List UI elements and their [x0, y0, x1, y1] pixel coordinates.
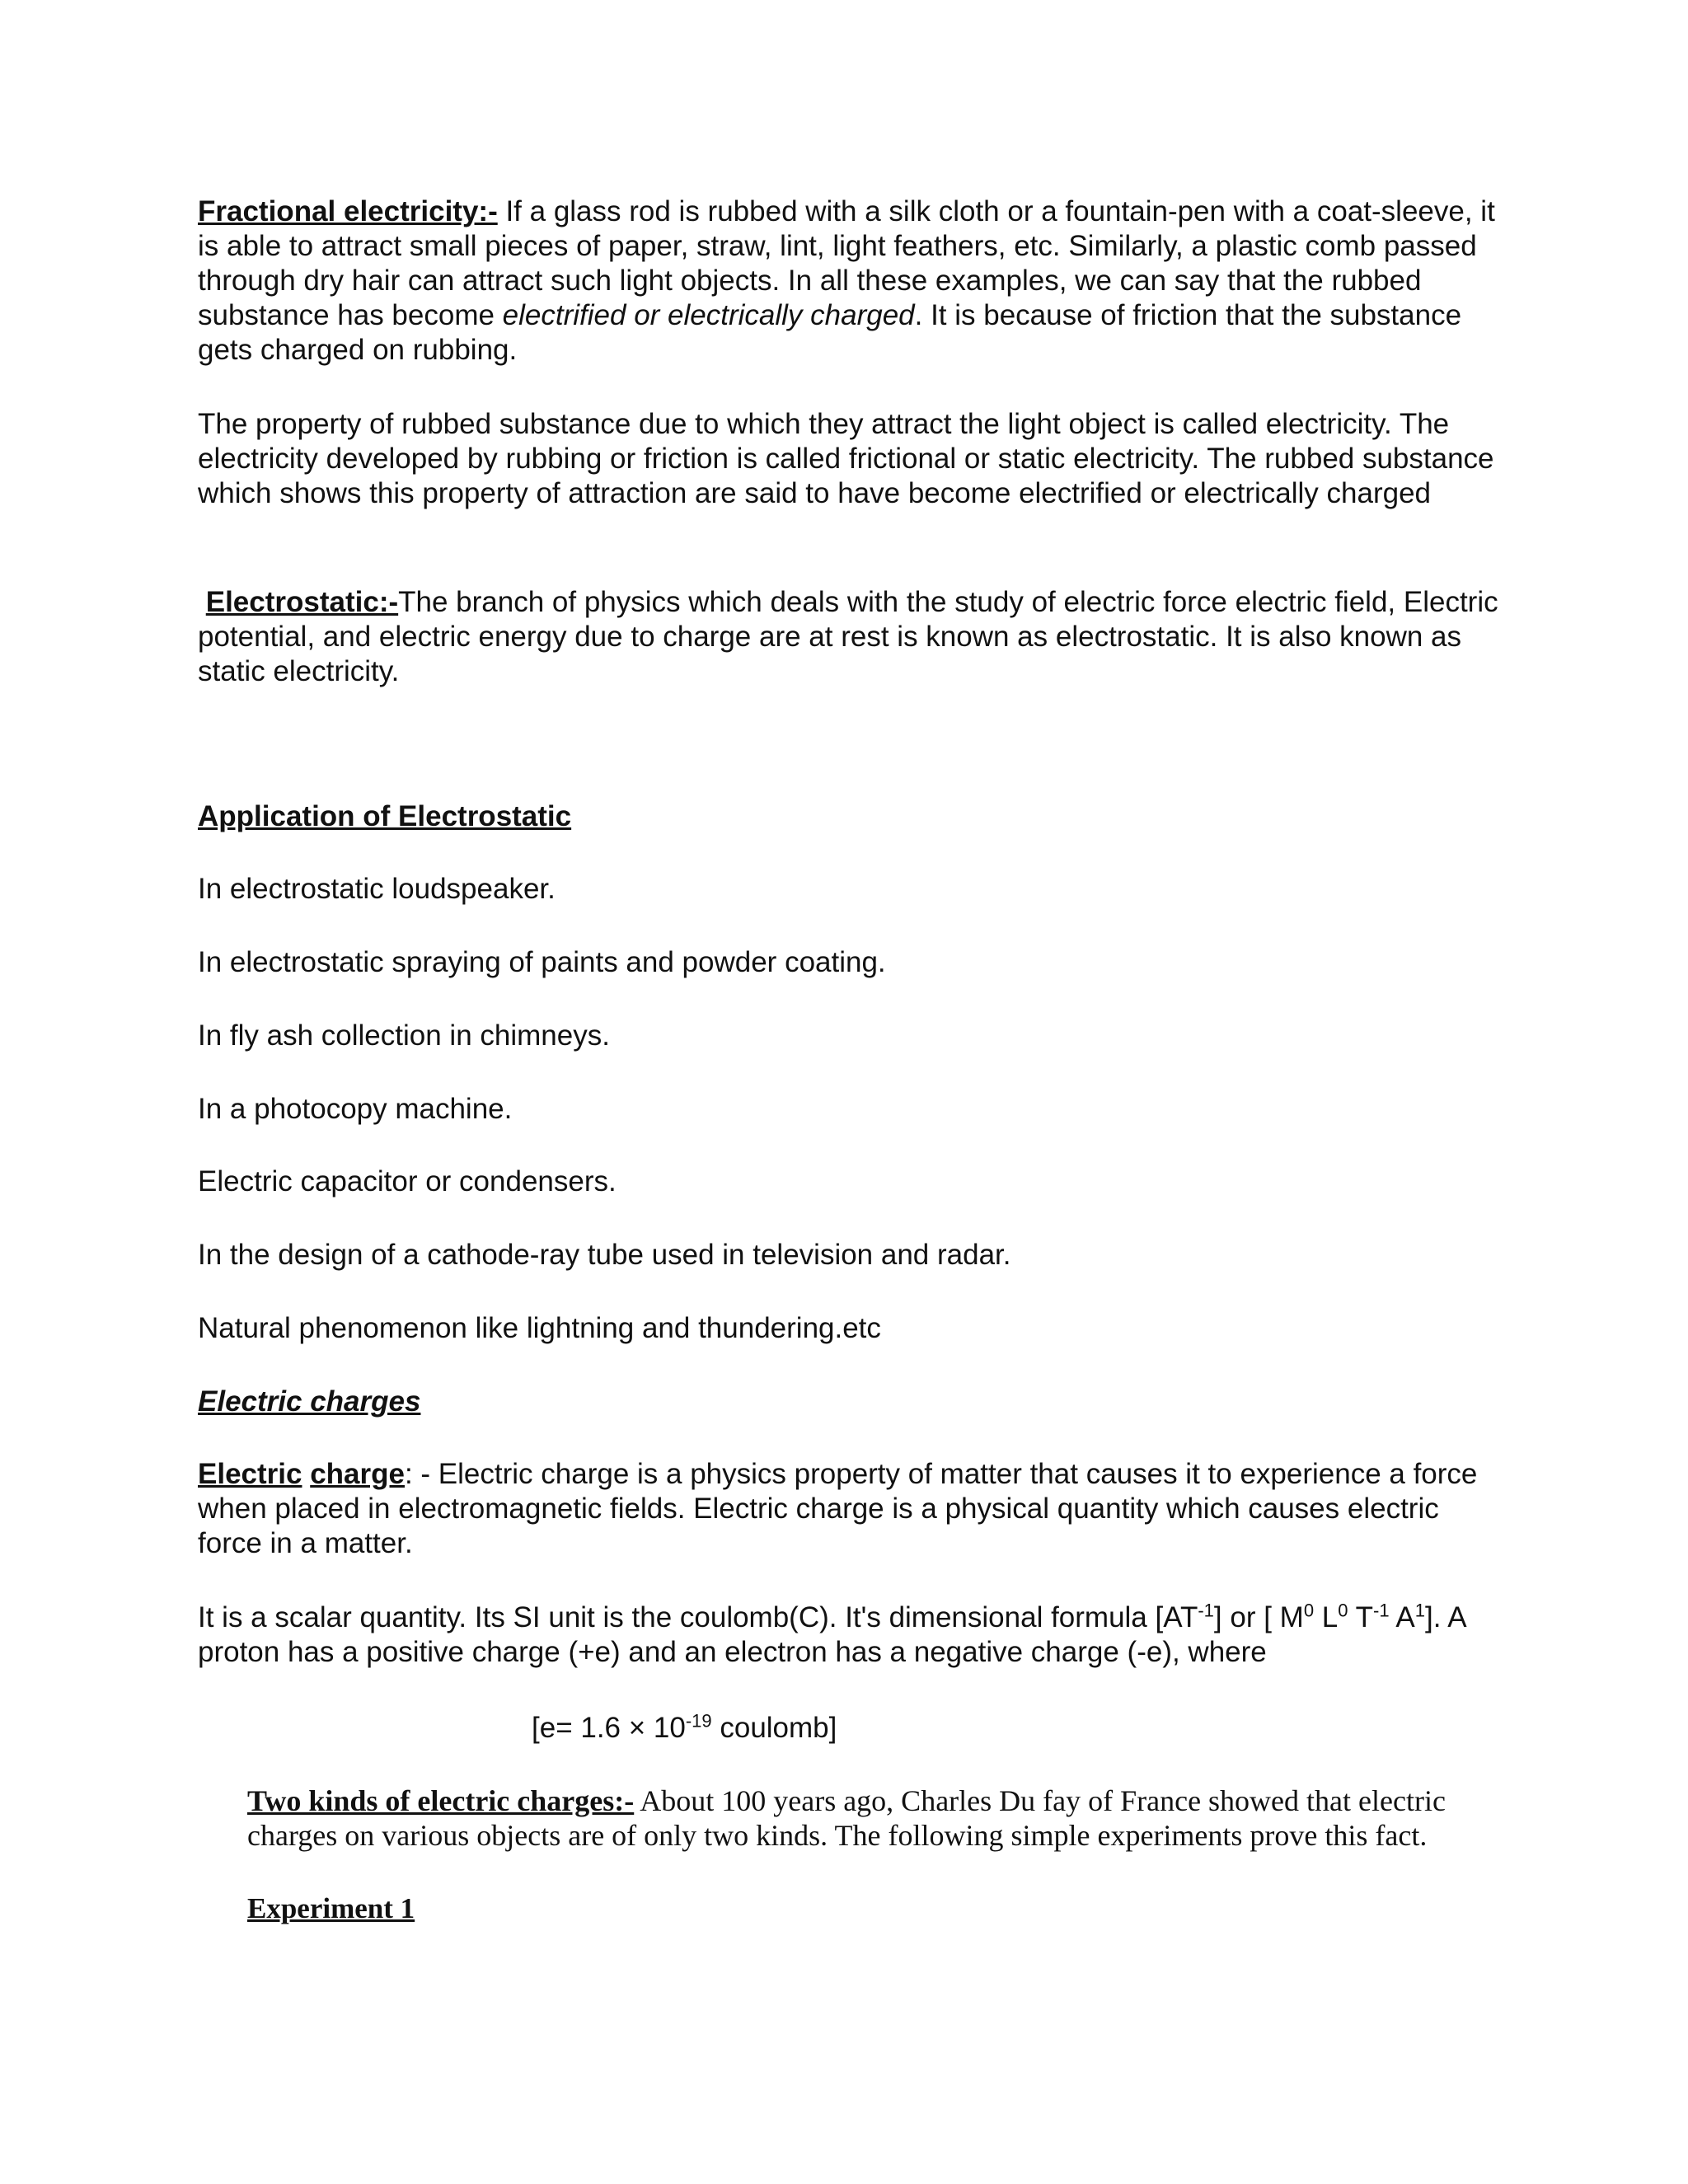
heading-fractional-electricity: Fractional electricity:- [198, 195, 498, 227]
paragraph-text: A [1389, 1601, 1415, 1633]
paragraph-two-kinds [247, 1783, 1484, 1853]
paragraph-text: T [1348, 1601, 1374, 1633]
list-item: Natural phenomenon like lightning and thundering.etc [198, 1312, 881, 1344]
paragraph-charge-definition [198, 1457, 1500, 1561]
paragraph-scalar-quantity [198, 1601, 1500, 1670]
superscript: -1 [1373, 1600, 1390, 1621]
paragraph-text: : - Electric charge is a physics property of matter that causes it to experience a force when placed in electromagnetic fields. Electric charge is a physical quantity which causes electric force in a matter. [198, 1458, 1478, 1559]
list-item: In the design of a cathode-ray tube used in television and radar. [198, 1239, 1011, 1271]
superscript: 1 [1414, 1600, 1425, 1621]
superscript: 0 [1303, 1600, 1315, 1621]
heading-two-kinds: Two kinds of electric charges:- [247, 1784, 635, 1817]
term-charge: charge [310, 1458, 405, 1490]
paragraph-electrostatic [198, 585, 1500, 689]
paragraph-text: L [1314, 1601, 1339, 1633]
equation-text: coulomb] [711, 1712, 837, 1744]
superscript: -19 [685, 1710, 712, 1732]
paragraph-fractional-electricity [198, 194, 1500, 368]
superscript: 0 [1338, 1600, 1348, 1621]
paragraph-text: About 100 years ago, Charles Du fay of France showed that electric charges on various objects are of only two kinds. The following simple experiments prove this fact. [247, 1784, 1446, 1852]
heading-electrostatic: Electrostatic:- [205, 586, 399, 618]
list-item: In electrostatic spraying of paints and powder coating. [198, 946, 886, 978]
equation-electron-charge [532, 1711, 837, 1746]
equation-text: [e= 1.6 × 10 [532, 1712, 686, 1744]
paragraph-text: ] or [ M [1213, 1601, 1304, 1633]
paragraph-electricity-property: The property of rubbed substance due to which they attract the light object is called electricity. The electricity developed by rubbing or friction is called frictional or static electricity. The rubbed substance which shows this property of attraction are said to have become electrified or electrically charged [198, 408, 1494, 509]
heading-experiment-1: Experiment 1 [247, 1892, 415, 1924]
term-electric: Electric [198, 1458, 302, 1490]
list-item: Electric capacitor or condensers. [198, 1165, 617, 1197]
italic-phrase: electrified or electrically charged [502, 299, 915, 331]
paragraph-text: It is a scalar quantity. Its SI unit is the coulomb(C). It's dimensional formula [AT [198, 1601, 1198, 1633]
paragraph-text: . It is because of friction that the substance gets charged on rubbing. [198, 299, 1462, 366]
paragraph-text: ]. A proton has a positive charge (+e) and an electron has a negative charge (-e), where [198, 1601, 1465, 1668]
list-item: In a photocopy machine. [198, 1093, 513, 1125]
paragraph-text: The branch of physics which deals with the study of electric force electric field, Electric potential, and electric energy due to charge are at rest is known as electrostatic. It is also known as static electricity. [198, 586, 1498, 687]
list-item: In fly ash collection in chimneys. [198, 1019, 610, 1052]
paragraph-text: If a glass rod is rubbed with a silk cloth or a fountain-pen with a coat-sleeve, it is able to attract small pieces of paper, straw, lint, light feathers, etc. Similarly, a plastic comb passed through dry hair can attract such light objects. In all these examples, we can say that the rubbed substance has become [198, 195, 1495, 331]
heading-applications: Application of Electrostatic [198, 800, 572, 832]
superscript: -1 [1198, 1600, 1214, 1621]
list-item: In electrostatic loudspeaker. [198, 873, 556, 905]
heading-electric-charges: Electric charges [198, 1385, 421, 1418]
